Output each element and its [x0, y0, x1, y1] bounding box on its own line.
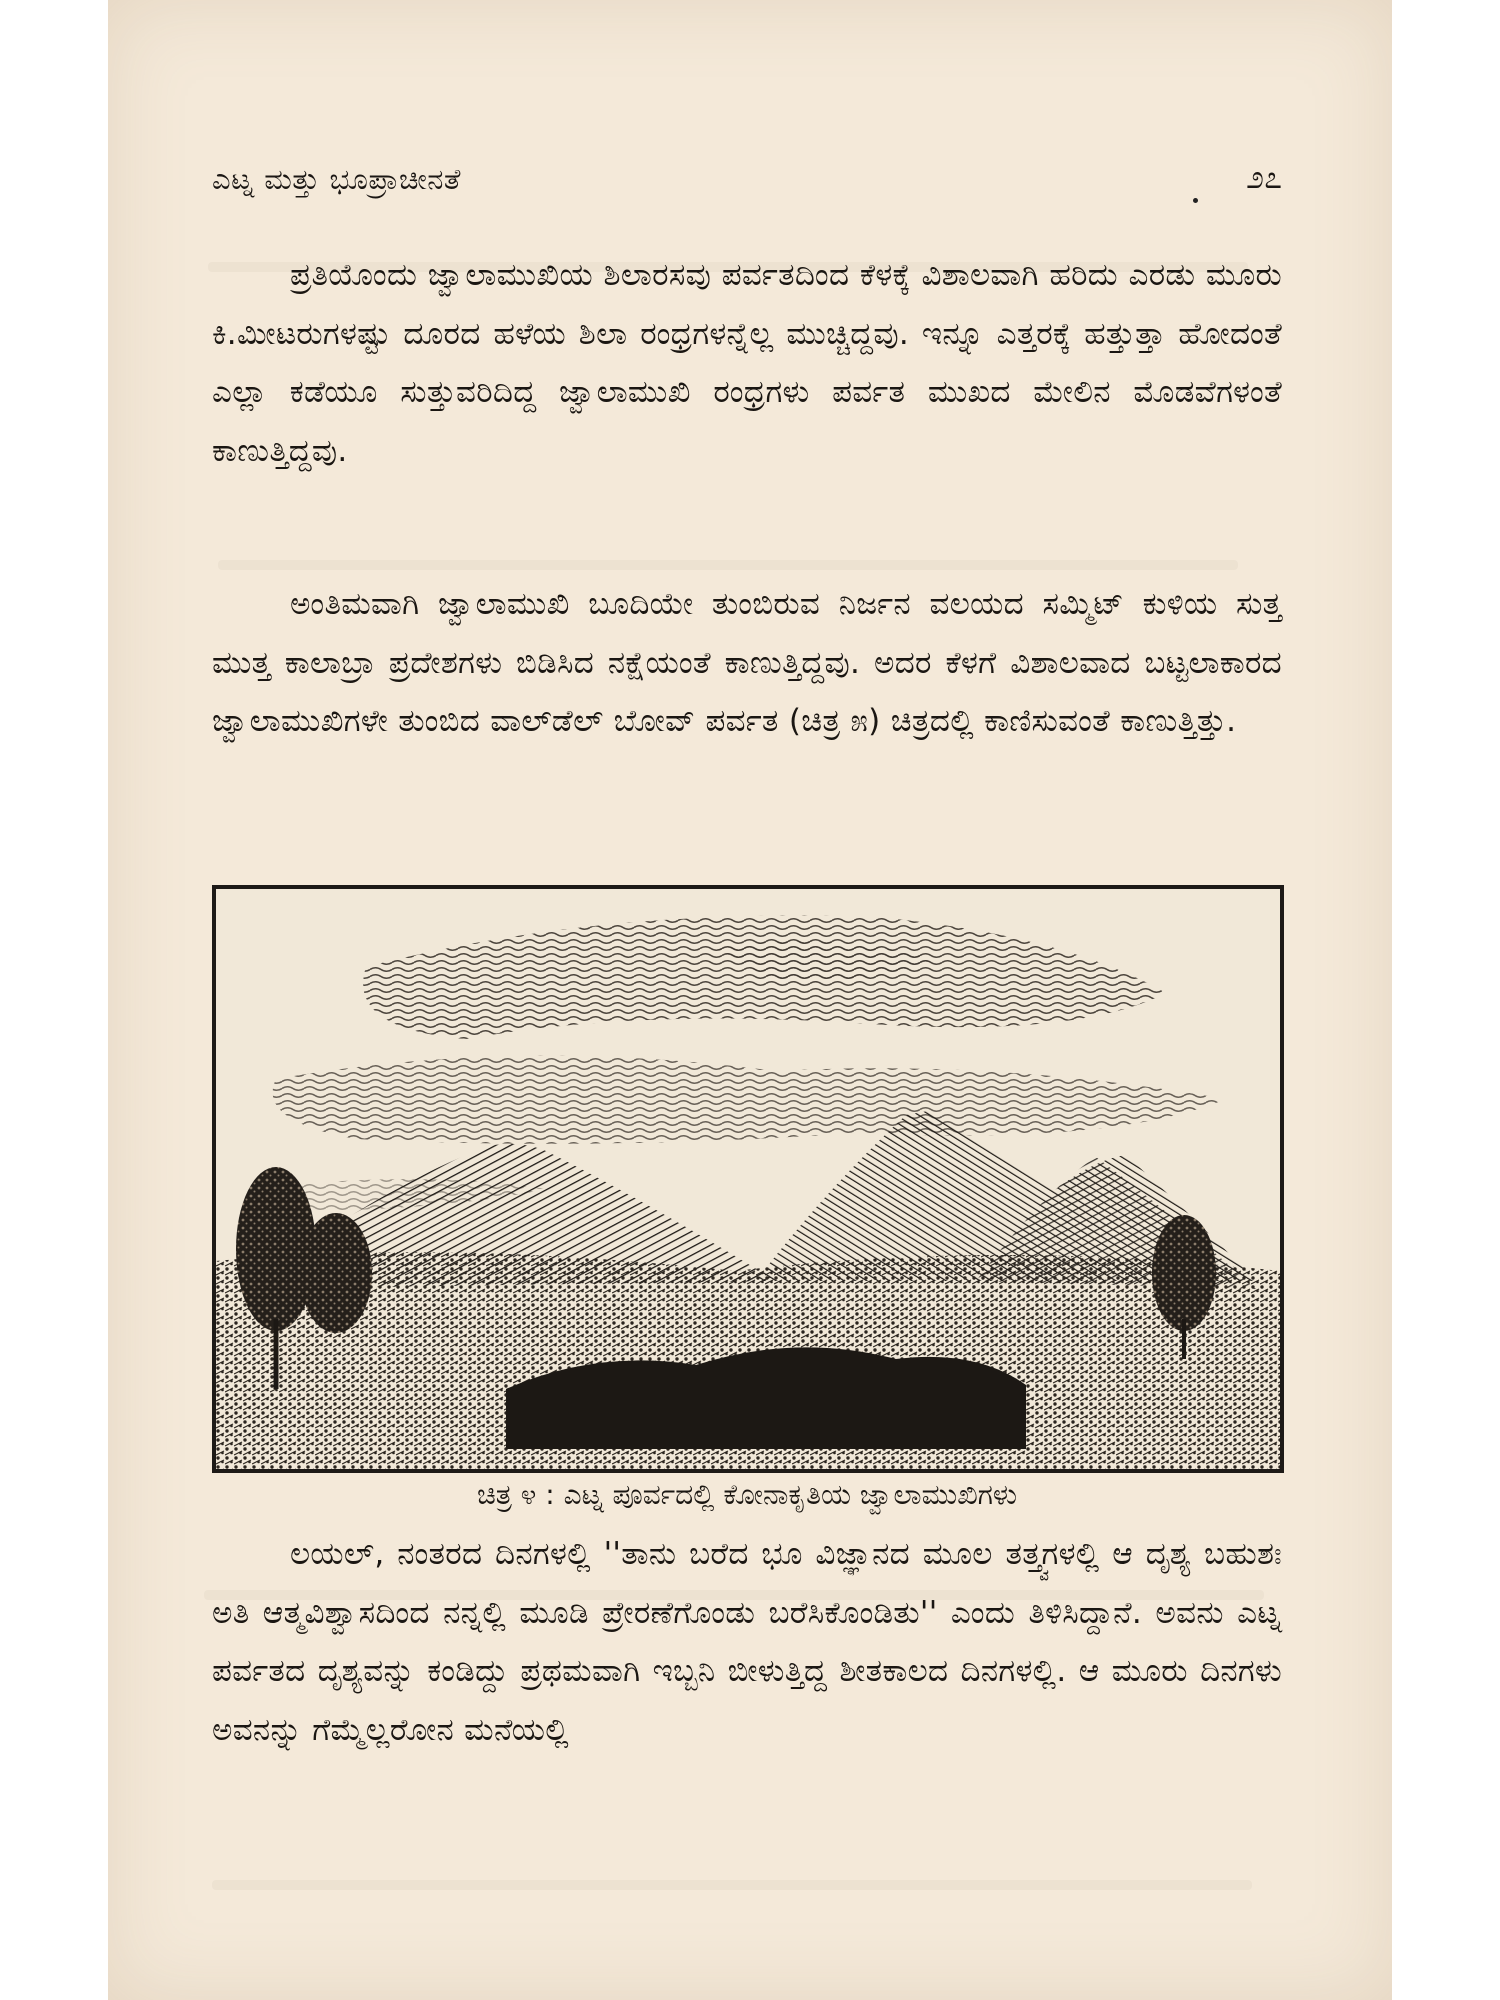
page-header	[212, 158, 1282, 206]
page-number: ೨೭	[1246, 158, 1282, 196]
paragraph: ಲಯಲ್, ನಂತರದ ದಿನಗಳಲ್ಲಿ ''ತಾನು ಬರೆದ ಭೂ ವಿಜ್ಞಾನದ ಮೂಲ ತತ್ತ್ವಗಳಲ್ಲಿ ಆ ದೃಶ್ಯ ಬಹುಶಃ ಅತಿ ಆತ್ಮವಿಶ್ವಾಸದಿಂದ ನನ್ನಲ್ಲಿ ಮೂಡಿ ಪ್ರೇರಣೆಗೊಂಡು ಬರೆಸಿಕೊಂಡಿತು'' ಎಂದು ತಿಳಿಸಿದ್ದಾನೆ. ಅವನು ಎಟ್ನ ಪರ್ವತದ ದೃಶ್ಯವನ್ನು ಕಂಡಿದ್ದು ಪ್ರಥಮವಾಗಿ ಇಬ್ಬನಿ ಬೀಳುತ್ತಿದ್ದ ಶೀತಕಾಲದ ದಿನಗಳಲ್ಲಿ. ಆ ಮೂರು ದಿನಗಳು ಅವನನ್ನು ಗೆಮ್ಮೆಲ್ಲರೋನ ಮನೆಯಲ್ಲಿ	[212, 1536, 1282, 1748]
ink-speck	[1193, 198, 1198, 203]
running-head: ಎಟ್ನ ಮತ್ತು ಭೂಪ್ರಾಚೀನತೆ	[212, 162, 461, 196]
volcano-illustration	[212, 885, 1284, 1473]
bleed-through	[212, 1880, 1252, 1890]
illustration-drawing	[216, 889, 1280, 1469]
paragraph: ಪ್ರತಿಯೊಂದು ಜ್ವಾಲಾಮುಖಿಯ ಶಿಲಾರಸವು ಪರ್ವತದಿಂದ ಕೆಳಕ್ಕೆ ವಿಶಾಲವಾಗಿ ಹರಿದು ಎರಡು ಮೂರು ಕಿ.ಮೀಟರುಗಳಷ್ಟು ದೂರದ ಹಳೆಯ ಶಿಲಾ ರಂಧ್ರಗಳನ್ನೆಲ್ಲ ಮುಚ್ಚಿದ್ದವು. ಇನ್ನೂ ಎತ್ತರಕ್ಕೆ ಹತ್ತುತ್ತಾ ಹೋದಂತೆ ಎಲ್ಲಾ ಕಡೆಯೂ ಸುತ್ತುವರಿದಿದ್ದ ಜ್ವಾಲಾಮುಖಿ ರಂಧ್ರಗಳು ಪರ್ವತ ಮುಖದ ಮೇಲಿನ ಮೊಡವೆಗಳಂತೆ ಕಾಣುತ್ತಿದ್ದವು.	[212, 257, 1282, 469]
paragraph: ಅಂತಿಮವಾಗಿ ಜ್ವಾಲಾಮುಖಿ ಬೂದಿಯೇ ತುಂಬಿರುವ ನಿರ್ಜನ ವಲಯದ ಸಮ್ಮಿಟ್ ಕುಳಿಯ ಸುತ್ತ ಮುತ್ತ ಕಾಲಾಬ್ರಾ ಪ್ರದೇಶಗಳು ಬಿಡಿಸಿದ ನಕ್ಷೆಯಂತೆ ಕಾಣುತ್ತಿದ್ದವು. ಅದರ ಕೆಳಗೆ ವಿಶಾಲವಾದ ಬಟ್ಟಲಾಕಾರದ ಜ್ವಾಲಾಮುಖಿಗಳೇ ತುಂಬಿದ ವಾಲ್‌ಡೆಲ್ ಬೋವ್ ಪರ್ವತ (ಚಿತ್ರ ೫) ಚಿತ್ರದಲ್ಲಿ ಕಾಣಿಸುವಂತೆ ಕಾಣುತ್ತಿತ್ತು.	[212, 586, 1282, 739]
cloud-banks	[256, 916, 1226, 1211]
figure-caption: ಚಿತ್ರ ೪ : ಎಟ್ನ ಪೂರ್ವದಲ್ಲಿ ಕೋನಾಕೃತಿಯ ಜ್ವಾಲಾಮುಖಿಗಳು	[476, 1478, 1018, 1511]
bleed-through	[218, 560, 1238, 570]
